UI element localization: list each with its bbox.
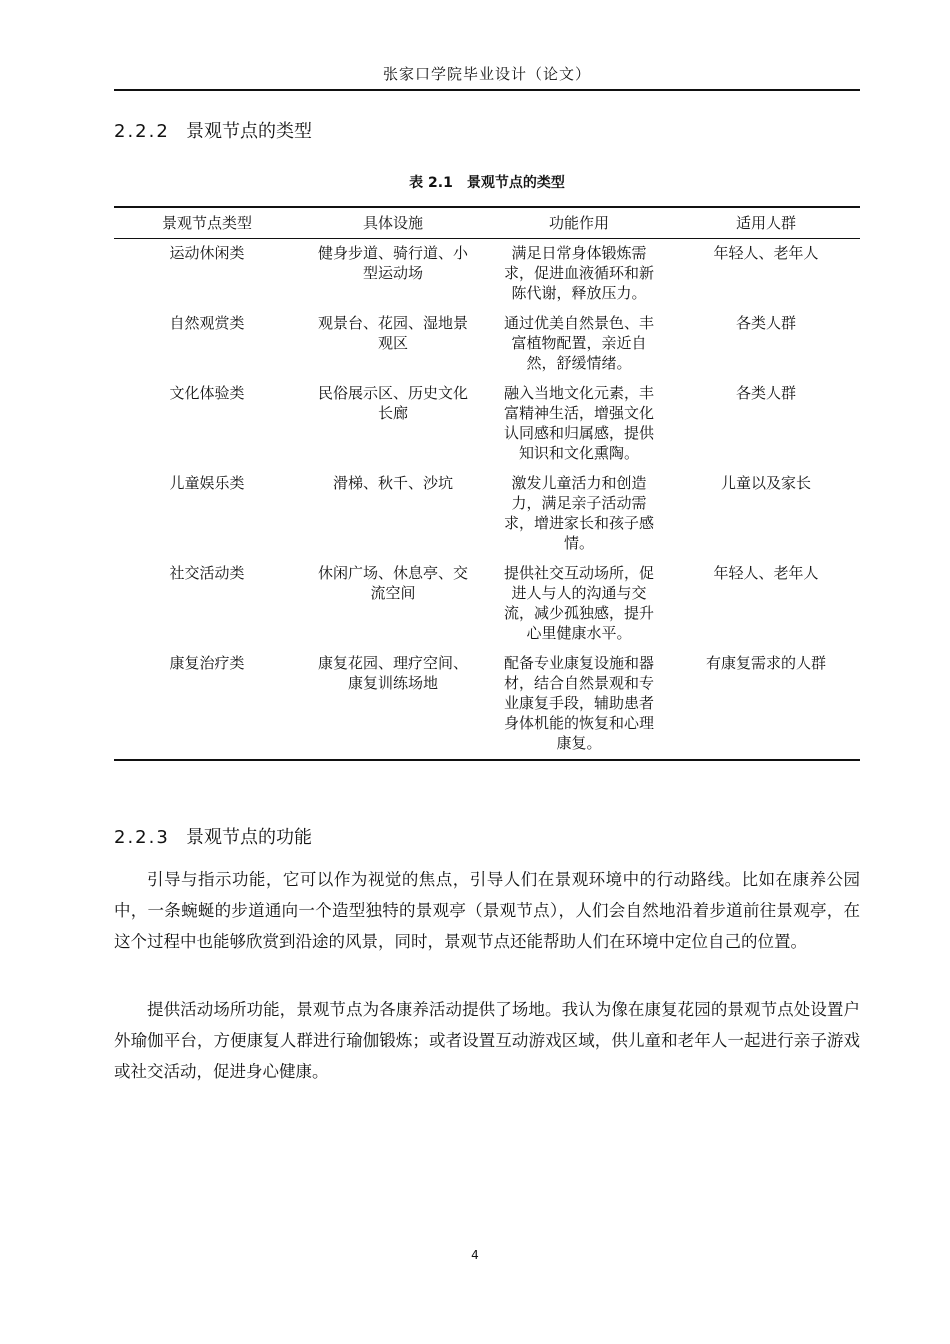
cell-type: 社交活动类 (169, 564, 245, 582)
cell-function: 配备专业康复设施和器材，结合自然景观和专业康复手段，辅助患者身体机能的恢复和心理康复。 (503, 654, 654, 752)
section-heading-2-2-2 (114, 120, 312, 144)
cell-facility: 滑梯、秋千、沙坑 (332, 474, 453, 492)
header-node-type: 景观节点类型 (114, 207, 300, 239)
cell-people: 各类人群 (735, 384, 796, 402)
cell-type: 儿童娱乐类 (169, 474, 245, 492)
cell-people: 各类人群 (735, 314, 796, 332)
body-paragraph: 引导与指示功能，它可以作为视觉的焦点，引导人们在景观环境中的行动路线。比如在康养公园中，一条蜿蜒的步道通向一个造型独特的景观亭（景观节点），人们会自然地沿着步道前往景观亭，在这个过程中也能够欣赏到沿途的风景，同时，景观节点还能帮助人们在环境中定位自己的位置。 (114, 870, 860, 951)
cell-facility: 康复花园、理疗空间、康复训练场地 (317, 654, 468, 692)
table-caption-title: 景观节点的类型 (466, 175, 565, 191)
section-title: 景观节点的功能 (186, 827, 312, 848)
section-title: 景观节点的类型 (186, 121, 312, 142)
cell-facility: 民俗展示区、历史文化长廊 (317, 384, 468, 422)
section-number: 2.2.2 (114, 121, 170, 142)
table-row (114, 309, 860, 379)
cell-function: 激发儿童活力和创造力，满足亲子活动需求，增进家长和孩子感情。 (503, 474, 654, 552)
header-people: 适用人群 (672, 207, 860, 239)
cell-people: 有康复需求的人群 (672, 649, 860, 760)
cell-function: 融入当地文化元素，丰富精神生活，增强文化认同感和归属感，提供知识和文化熏陶。 (503, 384, 654, 462)
section-number: 2.2.3 (114, 827, 170, 848)
cell-people: 儿童以及家长 (720, 474, 811, 492)
table-row (114, 559, 860, 649)
table-row (114, 379, 860, 469)
cell-facility: 观景台、花园、湿地景观区 (317, 314, 468, 352)
cell-type: 运动休闲类 (169, 244, 245, 262)
cell-function: 通过优美自然景色、丰富植物配置，亲近自然，舒缓情绪。 (503, 314, 654, 372)
header-facility: 具体设施 (300, 207, 486, 239)
cell-function: 提供社交互动场所，促进人与人的沟通与交流，减少孤独感，提升心里健康水平。 (503, 564, 654, 642)
cell-people: 年轻人、老年人 (713, 244, 819, 262)
body-paragraph: 提供活动场所功能，景观节点为各康养活动提供了场地。我认为像在康复花园的景观节点处设置户外瑜伽平台，方便康复人群进行瑜伽锻炼；或者设置互动游戏区域，供儿童和老年人一起进行亲子游戏或社交活动，促进身心健康。 (114, 1000, 860, 1081)
cell-facility: 休闲广场、休息亭、交流空间 (317, 564, 468, 602)
table-header-row (114, 207, 860, 239)
cell-type: 文化体验类 (169, 384, 245, 402)
landscape-node-table (114, 206, 860, 761)
header-function: 功能作用 (486, 207, 672, 239)
table-row (114, 469, 860, 559)
table-row (114, 239, 860, 310)
table-row (114, 649, 860, 760)
section-heading-2-2-3 (114, 826, 312, 850)
table-caption-number: 表 2.1 (409, 175, 453, 191)
page-header: 张家口学院毕业设计（论文） (382, 65, 591, 83)
cell-facility: 健身步道、骑行道、小型运动场 (317, 244, 468, 282)
cell-type: 康复治疗类 (114, 649, 300, 760)
cell-people: 年轻人、老年人 (713, 564, 819, 582)
page-number: 4 (471, 1248, 479, 1262)
table-caption (114, 173, 860, 193)
header-rule (114, 89, 860, 91)
cell-type: 自然观赏类 (169, 314, 245, 332)
cell-function: 满足日常身体锻炼需求，促进血液循环和新陈代谢，释放压力。 (503, 244, 654, 302)
